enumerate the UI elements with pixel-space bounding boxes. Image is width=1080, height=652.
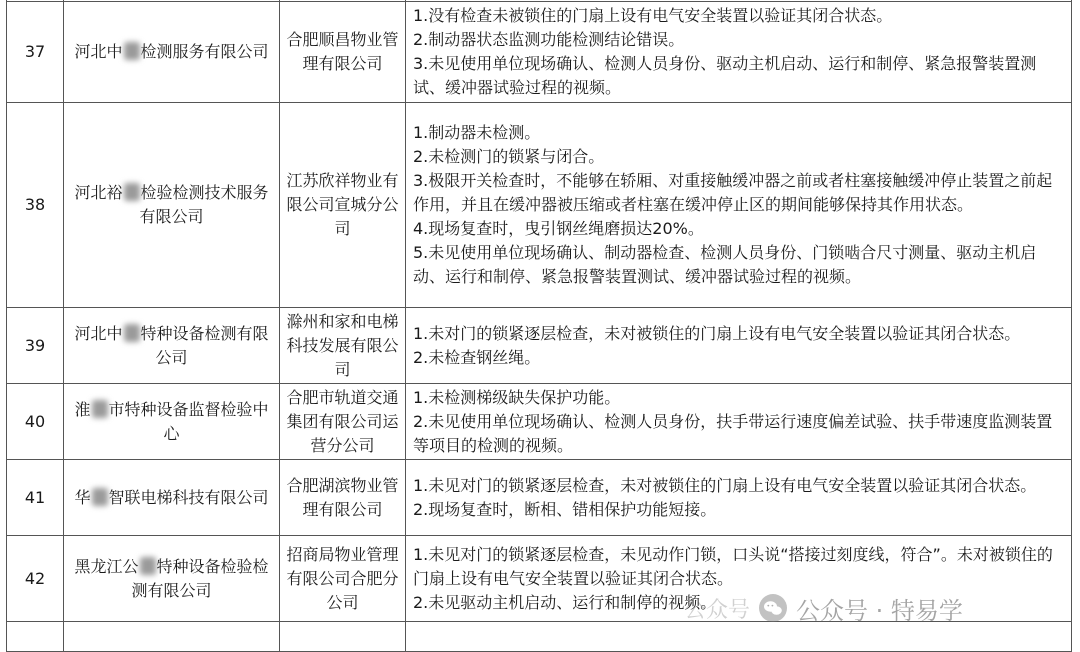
table-row <box>7 2 1072 103</box>
property-company: 合肥市轨道交通集团有限公司运营分公司 <box>280 384 406 460</box>
property-company: 江苏欣祥物业有限公司宣城分公司 <box>280 103 406 308</box>
issue-item: 5.未见使用单位现场确认、制动器检查、检测人员身份、门锁啮合尺寸测量、驱动主机启动、运行和制停、紧急报警装置测试、缓冲器试验过程的视频。 <box>413 243 1037 286</box>
issue-item: 1.未对门的锁紧逐层检查，未对被锁住的门扇上设有电气安全装置以验证其闭合状态。 <box>413 323 1021 343</box>
redaction-blur <box>140 557 156 575</box>
redaction-blur <box>92 400 108 418</box>
org-name-part: 检测服务有限公司 <box>140 42 269 61</box>
issue-item: 3.极限开关检查时，不能够在轿厢、对重接触缓冲器之前或者柱塞接触缓冲停止装置之前起作用，并且在缓冲器被压缩或者柱塞在缓冲停止区的期间能够保持其作用状态。 <box>413 171 1053 214</box>
redaction-blur <box>124 324 140 342</box>
table-row <box>7 536 1072 622</box>
property-company: 招商局物业管理有限公司合肥分公司 <box>280 536 406 622</box>
watermark-text: 公众号 · 特易学 <box>796 596 963 625</box>
org-name-part: 华 <box>74 487 91 507</box>
issues-cell <box>406 2 1072 103</box>
issues-cell <box>406 308 1072 384</box>
org-name-part: 淮 <box>74 399 91 419</box>
org-name-part: 特种设备检验检测有限公司 <box>131 556 269 600</box>
row-index: 41 <box>7 460 64 536</box>
org-name-part: 河北中 <box>74 42 123 61</box>
inspection-org <box>64 536 280 622</box>
table-row-partial <box>7 622 1072 652</box>
inspection-org <box>64 103 280 308</box>
redaction-blur <box>92 488 108 506</box>
issue-item: 4.现场复查时，曳引钢丝绳磨损达20%。 <box>413 219 704 238</box>
property-company: 合肥湖滨物业管理有限公司 <box>280 460 406 536</box>
row-index: 39 <box>7 308 64 384</box>
row-index: 40 <box>7 384 64 460</box>
issue-item: 3.未见使用单位现场确认、检测人员身份、驱动主机启动、运行和制停、紧急报警装置测试、缓冲器试验过程的视频。 <box>413 54 1037 97</box>
inspection-org <box>64 460 280 536</box>
org-cell <box>64 622 280 652</box>
org-name-part: 河北裕 <box>74 183 123 202</box>
org-name-part: 智联电梯科技有限公司 <box>108 487 269 507</box>
property-company: 合肥顺昌物业管理有限公司 <box>280 2 406 103</box>
inspection-results-table <box>6 0 1072 652</box>
org-name-part: 河北中 <box>74 323 123 343</box>
inspection-org <box>64 308 280 384</box>
issue-item: 1.制动器未检测。 <box>413 123 541 142</box>
watermark-prefix: 公众号 <box>684 597 751 623</box>
org-name-part: 检验检测技术服务有限公司 <box>139 183 269 226</box>
org-name-part: 特种设备检测有限公司 <box>140 323 269 367</box>
inspection-org <box>64 384 280 460</box>
issues-cell <box>406 103 1072 308</box>
row-index: 38 <box>7 103 64 308</box>
issue-item: 2.未见驱动主机启动、运行和制停的视频。 <box>413 592 717 612</box>
org-name-part: 黑龙江公 <box>74 556 139 576</box>
inspection-org <box>64 2 280 103</box>
table-row <box>7 308 1072 384</box>
index-cell <box>7 622 64 652</box>
issue-item: 1.没有检查未被锁住的门扇上设有电气安全装置以验证其闭合状态。 <box>413 6 893 25</box>
issue-item: 1.未检测梯级缺失保护功能。 <box>413 387 621 407</box>
redaction-blur <box>124 42 140 60</box>
redaction-blur <box>124 183 140 201</box>
issue-item: 2.未见使用单位现场确认、检测人员身份，扶手带运行速度偏差试验、扶手带速度监测装置等项目的检测的视频。 <box>413 411 1053 455</box>
issue-item: 2.现场复查时，断相、错相保护功能短接。 <box>413 499 717 519</box>
issue-item: 2.未检查钢丝绳。 <box>413 347 541 367</box>
issues-cell <box>406 536 1072 622</box>
issues-cell <box>406 460 1072 536</box>
issues-cell <box>406 384 1072 460</box>
property-company: 滁州和家和电梯科技发展有限公司 <box>280 308 406 384</box>
table-row <box>7 460 1072 536</box>
issue-item: 2.未检测门的锁紧与闭合。 <box>413 147 605 166</box>
org-name-part: 市特种设备监督检验中心 <box>108 399 269 443</box>
table-row <box>7 384 1072 460</box>
row-index: 42 <box>7 536 64 622</box>
issue-item: 1.未见对门的锁紧逐层检查，未对被锁住的门扇上设有电气安全装置以验证其闭合状态。 <box>413 475 1037 495</box>
issues-cell <box>406 622 1072 652</box>
issue-item: 2.制动器状态监测功能检测结论错误。 <box>413 30 685 49</box>
table-row <box>7 103 1072 308</box>
issue-item: 1.未见对门的锁紧逐层检查，未见动作门锁，口头说“搭接过刻度线，符合”。未对被锁住的门扇上设有电气安全装置以验证其闭合状态。 <box>413 544 1053 588</box>
property-cell <box>280 622 406 652</box>
row-index: 37 <box>7 2 64 103</box>
